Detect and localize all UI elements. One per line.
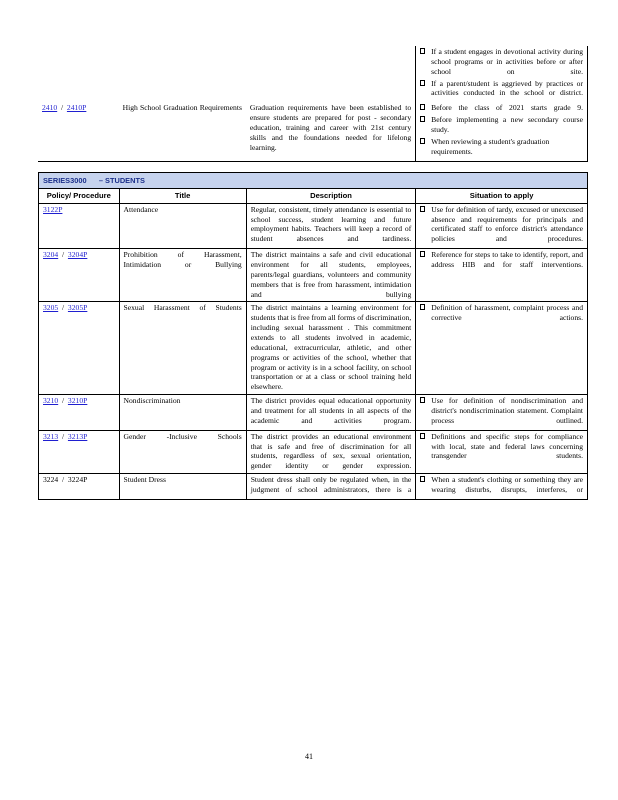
list-item: Use for definition of tardy, excused or unexcused absence and requirements for principals and certificated staff to enforce district's attendance policies and procedures. <box>420 205 583 244</box>
title-cell: Prohibition of Harassment, Intimidation or Bullying <box>119 249 246 302</box>
table-row <box>39 474 588 500</box>
page-number: 41 <box>305 752 313 761</box>
policy-link[interactable]: 3122P <box>43 204 63 214</box>
procedure-link[interactable]: 3204P <box>67 250 88 260</box>
title-cell: Sexual Harassment of Students <box>119 302 246 395</box>
title-cell: High School Graduation Requirements <box>119 102 246 161</box>
column-header-description: Description <box>246 189 416 203</box>
series-header-row <box>39 172 588 189</box>
table-row <box>38 102 588 161</box>
policy-cell <box>38 46 119 102</box>
procedure-link[interactable]: 3205P <box>67 303 88 313</box>
situation-cell <box>416 46 588 102</box>
policy-link[interactable]: 2410 <box>42 103 58 113</box>
situation-cell <box>416 302 588 395</box>
description-cell: Graduation requirements have been established to ensure students are prepared for post - secondary education, training and career with 21st century skills and the foundations needed for lifelong learning. <box>246 102 416 161</box>
document-page <box>38 46 588 500</box>
list-item: Definition of harassment, complaint process and corrective actions. <box>420 303 583 323</box>
policy-cell: 3204 / 3204P <box>39 249 120 302</box>
table-row <box>39 430 588 473</box>
policy-cell <box>39 203 120 248</box>
column-header-situation: Situation to apply <box>416 189 588 203</box>
table-row <box>39 302 588 395</box>
policy-link[interactable]: 3205 <box>43 303 59 313</box>
policy-cell: 2410 / 2410P <box>38 102 119 161</box>
list-item: Use for definition of nondiscrimination and district's nondiscrimination statement. Complaint process outlined. <box>420 396 583 426</box>
column-header-policy: Policy/ Procedure <box>39 189 120 203</box>
situation-cell <box>416 430 588 473</box>
policy-link[interactable]: 3213 <box>43 431 59 441</box>
procedure-link[interactable]: 3213P <box>67 431 88 441</box>
description-cell: The district maintains a learning environment for students that is free from all forms of discrimination, including sexual harassment . This commitment extends to all students involved in academic, educational, extracurricular, athletic, and other programs or activities of the school, whether that program or activity is in a school facility, on school transportation or at a class or school training held elsewhere. <box>246 302 416 395</box>
table-row <box>39 203 588 248</box>
list-item: When a student's clothing or something they are wearing disturbs, disrupts, interferes, or <box>420 475 583 495</box>
description-cell <box>246 46 416 102</box>
list-item: If a parent/student is aggrieved by practices or activities conducted in the school or district. <box>420 79 583 99</box>
list-item: When reviewing a student's graduation requirements. <box>420 137 583 157</box>
continuation-table <box>38 46 588 162</box>
title-cell: Attendance <box>119 203 246 248</box>
situation-cell <box>416 102 588 161</box>
column-header-row <box>39 189 588 203</box>
list-item: Before the class of 2021 starts grade 9. <box>420 103 583 113</box>
title-cell: Student Dress <box>119 474 246 500</box>
table-row <box>39 249 588 302</box>
situation-cell <box>416 203 588 248</box>
title-cell: Gender -Inclusive Schools <box>119 430 246 473</box>
situation-cell <box>416 474 588 500</box>
policy-cell: 3224 / 3224P <box>39 474 120 500</box>
students-policy-table <box>38 172 588 500</box>
policy-link[interactable]: 3204 <box>43 250 59 260</box>
table-row <box>38 46 588 102</box>
list-item: Before implementing a new secondary course study. <box>420 115 583 135</box>
policy-cell: 3210 / 3210P <box>39 395 120 431</box>
description-cell: The district provides an educational environment that is safe and free of discrimination for all students, regardless of sex, sexual orientation, gender identity or gender expression. <box>246 430 416 473</box>
title-cell: Nondiscrimination <box>119 395 246 431</box>
title-cell <box>119 46 246 102</box>
description-cell: The district maintains a safe and civil educational environment for all students, employees, parents/legal guardians, volunteers and community members that is free from harassment, intimidation and bullying <box>246 249 416 302</box>
description-cell: Student dress shall only be regulated when, in the judgment of school administrators, there is a <box>246 474 416 500</box>
description-cell: Regular, consistent, timely attendance is essential to school success, student learning and future employment habits. Teachers will keep a record of student absences and tardiness. <box>246 203 416 248</box>
procedure-link[interactable]: 2410P <box>66 103 87 113</box>
list-item: Reference for steps to take to identify, report, and address HIB and for staff interventions. <box>420 250 583 270</box>
policy-link[interactable]: 3210 <box>43 396 59 406</box>
policy-cell: 3205 / 3205P <box>39 302 120 395</box>
table-row <box>39 395 588 431</box>
series-title: SERIES3000 – STUDENTS <box>39 172 588 189</box>
situation-cell <box>416 249 588 302</box>
column-header-title: Title <box>119 189 246 203</box>
description-cell: The district provides equal educational opportunity and treatment for all students in all aspects of the academic and activities program. <box>246 395 416 431</box>
list-item: Definitions and specific steps for compliance with local, state and federal laws concerning transgender students. <box>420 432 583 462</box>
policy-cell: 3213 / 3213P <box>39 430 120 473</box>
procedure-link[interactable]: 3210P <box>67 396 88 406</box>
list-item: If a student engages in devotional activity during school programs or in activities before or after school on site. <box>420 47 583 77</box>
situation-cell <box>416 395 588 431</box>
